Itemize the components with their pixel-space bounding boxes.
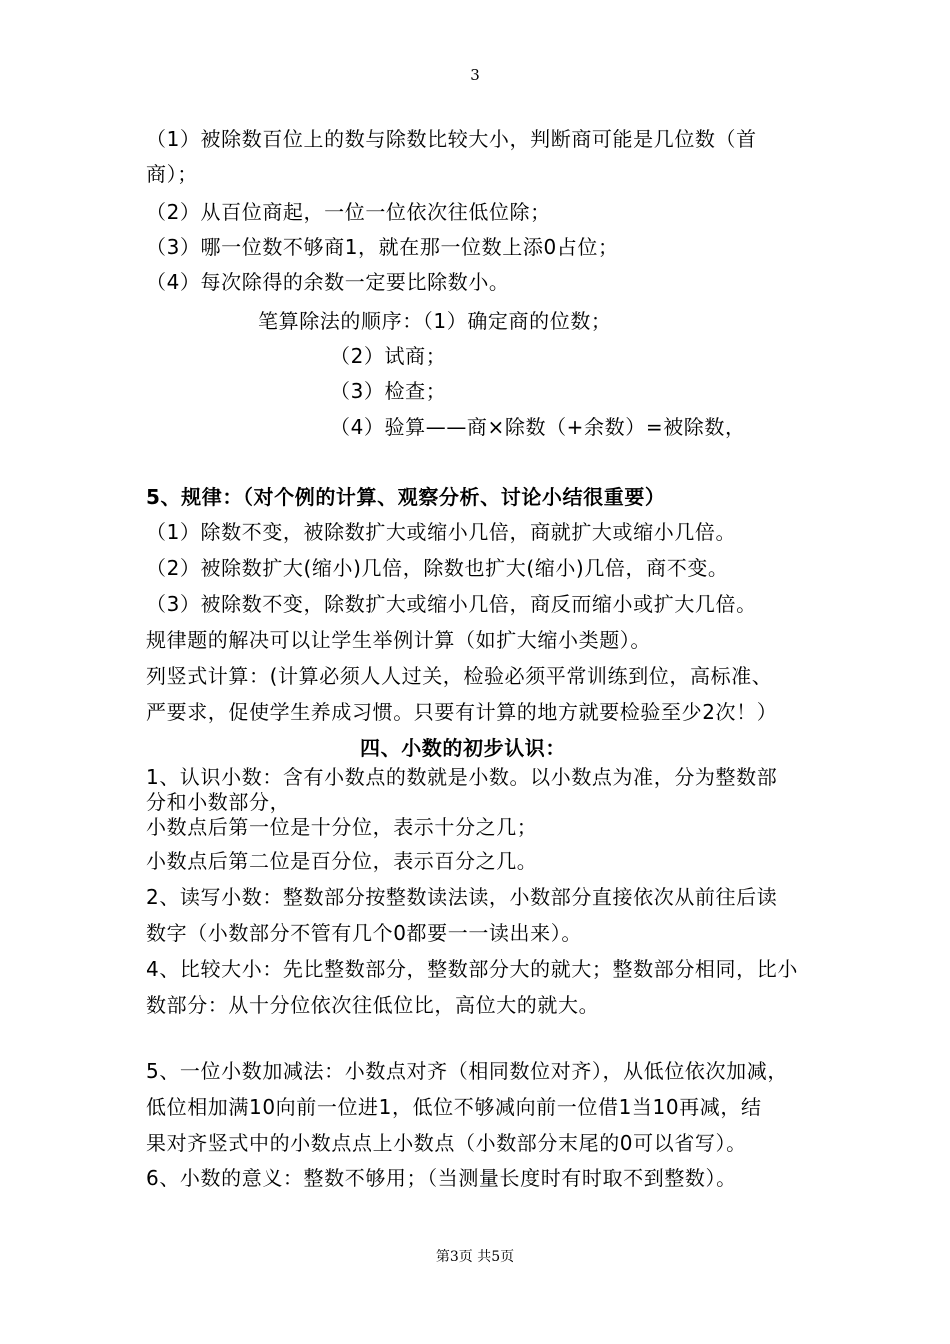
page-footer: 第3页 共5页 [435,1249,515,1265]
text-line: 1、认识小数：含有小数点的数就是小数。以小数点为准，分为整数部 [146,765,778,789]
page-number: 3 [470,66,480,84]
text-line: （3）哪一位数不够商1，就在那一位数上添0占位； [146,235,619,259]
text-line: 小数点后第二位是百分位，表示百分之几。 [146,849,538,873]
text-line: 2、读写小数：整数部分按整数读法读，小数部分直接依次从前往后读 [146,885,778,909]
text-line: 商）； [146,162,198,186]
text-line: 果对齐竖式中的小数点点上小数点（小数部分末尾的0可以省写）。 [146,1131,747,1155]
text-line: 列竖式计算：(计算必须人人过关，检验必须平常训练到位，高标准、 [146,664,773,688]
text-line: 5、一位小数加减法：小数点对齐（相同数位对齐），从低位依次加减， [146,1059,788,1083]
text-line: （2）试商； [330,344,447,368]
text-line: 小数点后第一位是十分位，表示十分之几； [146,815,538,839]
text-line: （1）除数不变，被除数扩大或缩小几倍，商就扩大或缩小几倍。 [146,520,737,544]
text-line: （4）验算——商×除数（+余数）=被除数， [330,415,746,439]
text-line: （2）从百位商起，一位一位依次往低位除； [146,200,551,224]
text-line: 规律题的解决可以让学生举例计算（如扩大缩小类题）。 [146,628,651,652]
text-line: 笔算除法的顺序：（1）确定商的位数； [258,309,612,333]
section-heading: 5、规律：（对个例的计算、观察分析、讨论小结很重要） [146,485,666,509]
text-line: 严要求，促使学生养成习惯。只要有计算的地方就要检验至少2次！） [146,700,778,724]
text-line: （1）被除数百位上的数与除数比较大小，判断商可能是几位数（首 [146,127,757,151]
text-line: 数部分：从十分位依次往低位比，高位大的就大。 [146,993,600,1017]
text-line: （4）每次除得的余数一定要比除数小。 [146,270,510,294]
section-heading: 四、小数的初步认识： [360,736,566,760]
text-line: 4、比较大小：先比整数部分，整数部分大的就大；整数部分相同，比小 [146,957,798,981]
text-line: 分和小数部分， [146,790,291,814]
text-line: （3）检查； [330,379,447,403]
text-line: 数字（小数部分不管有几个0都要一一读出来）。 [146,921,582,945]
text-line: （2）被除数扩大(缩小)几倍，除数也扩大(缩小)几倍，商不变。 [146,556,729,580]
text-line: 6、小数的意义：整数不够用；（当测量长度时有时取不到整数）。 [146,1166,737,1190]
text-line: （3）被除数不变，除数扩大或缩小几倍，商反而缩小或扩大几倍。 [146,592,757,616]
text-line: 低位相加满10向前一位进1，低位不够减向前一位借1当10再减，结 [146,1095,762,1119]
